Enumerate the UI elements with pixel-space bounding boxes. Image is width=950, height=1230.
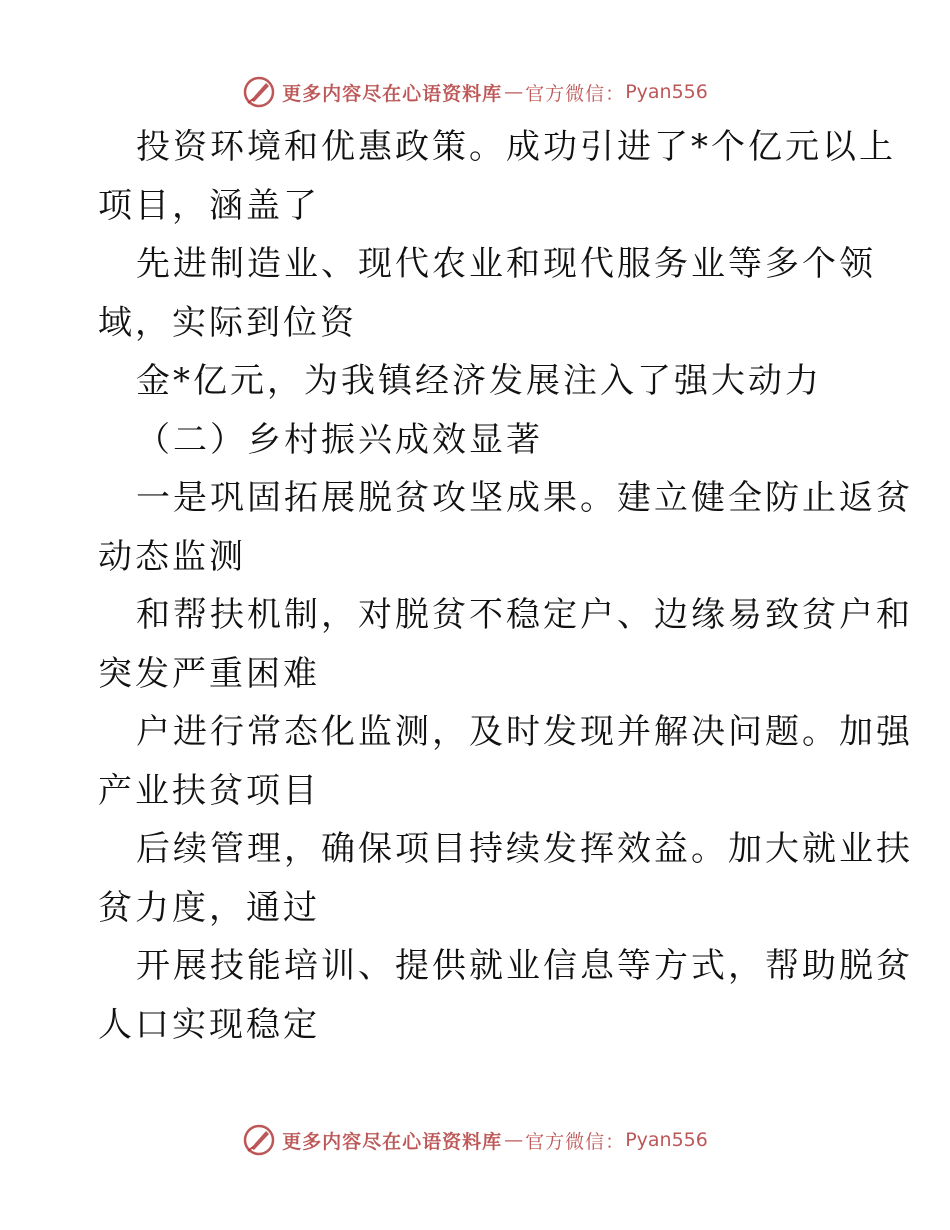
quill-logo-icon: [242, 1123, 276, 1157]
banner-wechat-id: Pyan556: [625, 1129, 708, 1151]
banner-wechat-label: 官方微信：: [525, 1130, 626, 1153]
text-line: 动态监测: [98, 536, 246, 577]
header-watermark-banner: [0, 72, 950, 112]
banner-brand-text: 更多内容尽在心语资料库: [282, 82, 503, 105]
text-line: 户进行常态化监测，及时发现并解决问题。加强: [136, 712, 913, 752]
text-line: 投资环境和优惠政策。成功引进了*个亿元以上: [136, 127, 896, 167]
text-line: 和帮扶机制，对脱贫不稳定户、边缘易致贫户和: [136, 595, 913, 635]
text-line: 贫力度，通过: [98, 887, 320, 928]
document-body: [98, 118, 913, 1054]
footer-watermark-banner: [0, 1120, 950, 1160]
banner-separator: —: [504, 81, 524, 103]
banner-wechat-label: 官方微信：: [525, 82, 626, 105]
banner-brand-text: 更多内容尽在心语资料库: [282, 1130, 503, 1153]
text-line: 开展技能培训、提供就业信息等方式，帮助脱贫: [136, 946, 913, 986]
quill-logo-icon: [242, 75, 276, 109]
banner-wechat-id: Pyan556: [625, 81, 708, 103]
text-line: 突发严重困难: [98, 653, 320, 694]
text-line: 项目，涵盖了: [98, 185, 320, 226]
text-line: 域，实际到位资: [98, 302, 357, 343]
text-line: 后续管理，确保项目持续发挥效益。加大就业扶: [136, 829, 913, 869]
text-line: 金*亿元，为我镇经济发展注入了强大动力: [136, 361, 822, 401]
text-line: 人口实现稳定: [98, 1004, 320, 1045]
banner-separator: —: [504, 1129, 524, 1151]
text-line: 先进制造业、现代农业和现代服务业等多个领: [136, 244, 876, 284]
text-line: 产业扶贫项目: [98, 770, 320, 811]
section-heading: （二）乡村振兴成效显著: [136, 419, 543, 460]
text-line: 一是巩固拓展脱贫攻坚成果。建立健全防止返贫: [136, 478, 913, 518]
